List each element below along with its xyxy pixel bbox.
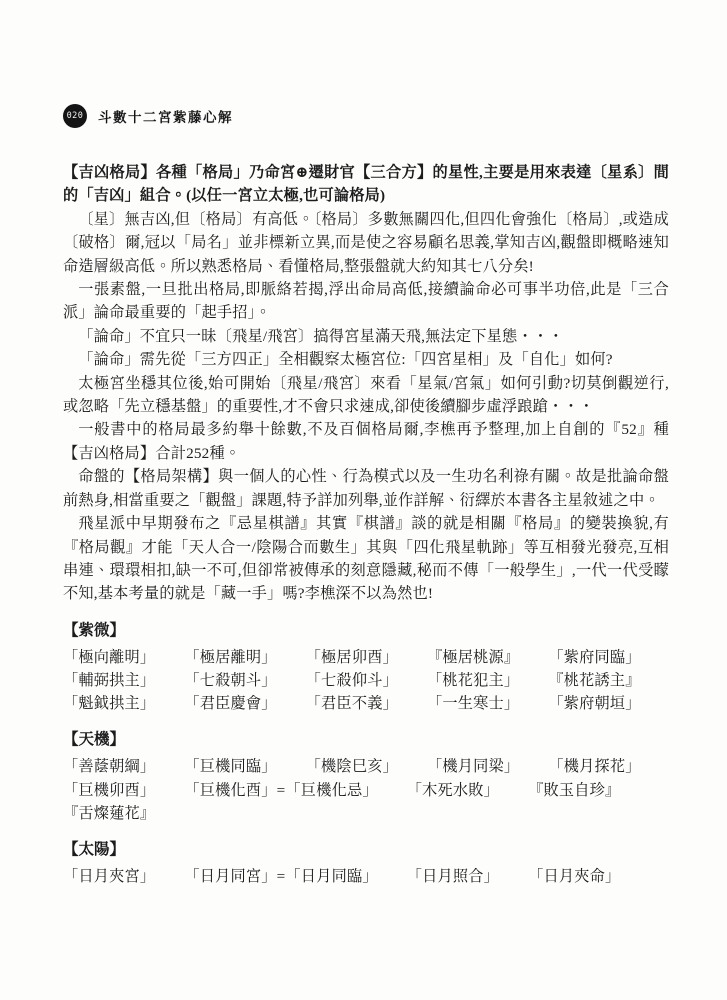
pattern-term: 「日月照合」 — [406, 867, 500, 885]
section-heading-ziwei: 【紫微】 — [63, 621, 126, 639]
pattern-term: 「極向離明」 — [63, 648, 156, 666]
pattern-term: 「日月夾宮」 — [63, 867, 156, 885]
term-rows-tianji — [63, 755, 669, 825]
page-number-badge: 020 — [63, 104, 87, 128]
term-row — [63, 646, 669, 669]
pattern-term: 「極居離明」 — [184, 648, 277, 666]
pattern-term: 『敗玉自珍』 — [528, 781, 621, 799]
section-heading-tianji: 【天機】 — [63, 731, 126, 749]
pattern-term: 「紫府朝垣」 — [548, 695, 641, 713]
section-ziwei — [63, 619, 669, 716]
pattern-term: 「日月夾命」 — [528, 867, 621, 885]
paragraph-lead: 【吉凶格局】各種「格局」乃命宮⊕遷財官【三合方】的星性,主要是用來表達〔星系〕間的「吉凶」組合。(以任一宮立太極,也可論格局) — [63, 164, 669, 205]
pattern-term: 「巨機化酉」=「巨機化忌」 — [184, 781, 378, 799]
term-row — [63, 802, 669, 825]
term-rows-ziwei — [63, 646, 669, 716]
term-row — [63, 692, 669, 715]
pattern-term: 『舌燦蓮花』 — [63, 804, 156, 822]
pattern-term: 「極居卯酉」 — [305, 648, 398, 666]
pattern-term: 「君臣不義」 — [305, 695, 398, 713]
paragraph: 〔星〕無吉凶,但〔格局〕有高低。〔格局〕多數無關四化,但四化會強化〔格局〕,或造成〔破格〕爾,冠以「局名」並非標新立異,而是使之容易顧名思義,掌知吉凶,觀盤即概略速知命造層級高低。所以熟悉格局、看懂格局,整張盤就大約知其七八分矣! — [63, 210, 669, 275]
pattern-term: 「一生寒士」 — [426, 695, 520, 713]
pattern-term: 「善蔭朝綱」 — [63, 758, 156, 776]
pattern-term: 「桃花犯主」 — [426, 671, 520, 689]
term-row — [63, 865, 669, 888]
pattern-term: 「紫府同臨」 — [548, 648, 641, 666]
paragraph: 「論命」不宜只一昧〔飛星/飛宮〕搞得宮星滿天飛,無法定下星態・・・ — [78, 327, 564, 345]
page-body — [63, 161, 669, 888]
paragraph: 一張素盤,一旦批出格局,即脈絡若揭,浮出命局高低,接續論命必可事半功倍,此是「三合派」論命最重要的「起手招」。 — [63, 281, 669, 322]
pattern-term: 「巨機同臨」 — [184, 758, 277, 776]
term-row — [63, 755, 669, 778]
pattern-term: 『極居桃源』 — [426, 648, 520, 666]
paragraph: 「論命」需先從「三方四正」全相觀察太極宮位:「四宮星相」及「自化」如何? — [78, 351, 613, 369]
term-row — [63, 669, 669, 692]
paragraph: 一般書中的格局最多約舉十餘數,不及百個格局爾,李樵再予整理,加上自創的『52』種【吉凶格局】合計252種。 — [63, 421, 669, 462]
pattern-term: 『桃花誘主』 — [548, 671, 641, 689]
term-rows-taiyang — [63, 865, 669, 888]
page-header — [63, 104, 669, 128]
pattern-term: 「機陰巳亥」 — [305, 758, 398, 776]
paragraph: 太極宮坐穩其位後,始可開始〔飛星/飛宮〕來看「星氣/宮氣」如何引動?切莫倒觀逆行,或忽略「先立穩基盤」的重要性,才不會只求速成,卻使後續腳步虛浮踉蹌・・・ — [63, 374, 669, 416]
term-row — [63, 779, 669, 802]
paragraph: 飛星派中早期發布之『忌星棋譜』其實『棋譜』談的就是相關『格局』的變裝換貌,有『格局觀』才能「天人合一/陰陽合而數生」其與「四化飛星軌跡」等互相發光發亮,互相串連、環環相扣,缺一不可,但卻常被傳承的刻意隱藏,秘而不傳「一般學生」,一代一代受矇不知,基本考量的就是「藏一手」嗎?李樵深不以為然也! — [63, 515, 669, 603]
section-heading-taiyang: 【太陽】 — [63, 840, 126, 858]
book-title: 斗數十二宮紫藤心解 — [98, 110, 233, 125]
pattern-term: 「魁鉞拱主」 — [63, 695, 156, 713]
pattern-term: 「機月探花」 — [548, 758, 641, 776]
pattern-term: 「日月同宮」=「日月同臨」 — [184, 867, 378, 885]
pattern-term: 「機月同梁」 — [426, 758, 520, 776]
pattern-term: 「木死水敗」 — [406, 781, 500, 799]
section-tianji — [63, 728, 669, 825]
paragraph: 命盤的【格局架構】與一個人的心性、行為模式以及一生功名利祿有關。故是批論命盤前熱身,相當重要之「觀盤」課題,特予詳加列舉,並作詳解、衍繹於本書各主星敘述之中。 — [63, 468, 669, 509]
pattern-term: 「輔弼拱主」 — [63, 671, 156, 689]
pattern-term: 「君臣慶會」 — [184, 695, 277, 713]
pattern-term: 「巨機卯酉」 — [63, 781, 156, 799]
pattern-term: 「七殺仰斗」 — [305, 671, 398, 689]
section-taiyang — [63, 838, 669, 888]
pattern-term: 「七殺朝斗」 — [184, 671, 277, 689]
